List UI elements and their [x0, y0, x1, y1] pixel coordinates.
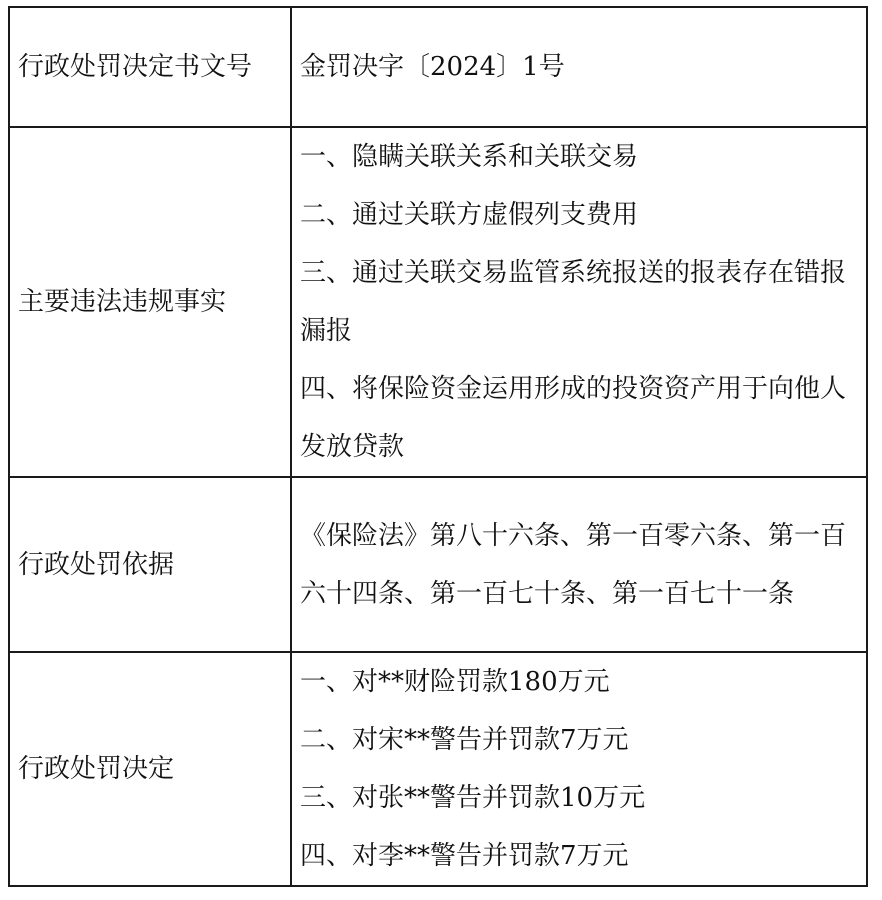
table-row-violation-facts [9, 127, 867, 477]
violation-fact-item: 四、将保险资金运用形成的投资资产用于向他人发放贷款 [300, 374, 847, 462]
violation-fact-item: 二、通过关联方虚假列支费用 [300, 200, 639, 230]
penalty-decision-value [291, 652, 867, 886]
table-row-penalty-basis [9, 477, 867, 652]
penalty-basis-value [291, 477, 867, 652]
document-number-value [291, 7, 867, 127]
violation-fact-item: 一、隐瞒关联关系和关联交易 [300, 142, 639, 172]
violation-facts-label: 主要违法违规事实 [9, 127, 291, 477]
table-row-penalty-decision [9, 652, 867, 886]
penalty-decision-label: 行政处罚决定 [9, 652, 291, 886]
table-row-document-number [9, 7, 867, 127]
penalty-decision-item: 三、对张**警告并罚款10万元 [300, 783, 646, 813]
document-number-line: 金罚决字〔2024〕1号 [300, 52, 565, 82]
penalty-decision-item: 四、对李**警告并罚款7万元 [300, 841, 629, 871]
penalty-decision-table [8, 6, 868, 887]
violation-fact-item: 三、通过关联交易监管系统报送的报表存在错报漏报 [300, 258, 847, 346]
penalty-basis-text: 《保险法》第八十六条、第一百零六条、第一百六十四条、第一百七十条、第一百七十一条 [300, 520, 847, 609]
penalty-decision-item: 一、对**财险罚款180万元 [300, 667, 610, 697]
penalty-decision-item: 二、对宋**警告并罚款7万元 [300, 725, 629, 755]
violation-facts-value [291, 127, 867, 477]
penalty-basis-label: 行政处罚依据 [9, 477, 291, 652]
document-number-label: 行政处罚决定书文号 [9, 7, 291, 127]
